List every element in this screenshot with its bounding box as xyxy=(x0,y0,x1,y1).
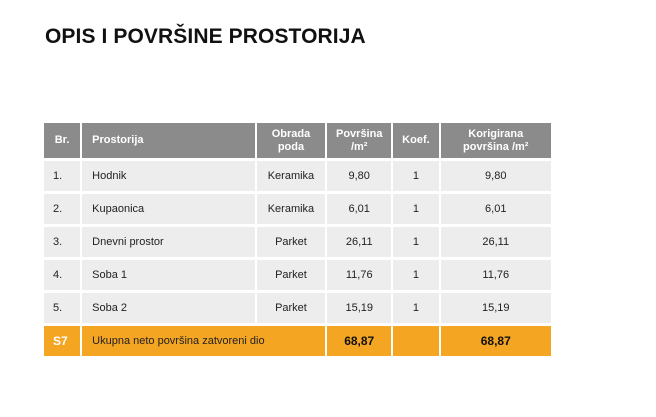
header-prostorija: Prostorija xyxy=(82,123,255,158)
cell-korigirana: 9,80 xyxy=(441,161,551,191)
cell-povrsina: 26,11 xyxy=(327,227,391,257)
cell-br: 1. xyxy=(44,161,80,191)
cell-prostorija: Dnevni prostor xyxy=(82,227,255,257)
cell-br: 2. xyxy=(44,194,80,224)
header-povrsina-line1: Površina xyxy=(335,127,383,140)
total-korigirana: 68,87 xyxy=(441,326,551,356)
cell-obrada: Parket xyxy=(257,293,325,323)
cell-obrada: Parket xyxy=(257,260,325,290)
header-obrada-poda xyxy=(257,123,325,158)
header-br: Br. xyxy=(44,123,80,158)
cell-korigirana: 26,11 xyxy=(441,227,551,257)
table-row xyxy=(44,227,551,257)
header-povrsina xyxy=(327,123,391,158)
cell-koef: 1 xyxy=(393,260,438,290)
cell-korigirana: 11,76 xyxy=(441,260,551,290)
table-total-row xyxy=(44,326,551,356)
table-row xyxy=(44,293,551,323)
cell-prostorija: Kupaonica xyxy=(82,194,255,224)
header-korigirana xyxy=(441,123,551,158)
table-header-row xyxy=(44,123,551,158)
cell-br: 4. xyxy=(44,260,80,290)
cell-prostorija: Hodnik xyxy=(82,161,255,191)
total-label: Ukupna neto površina zatvoreni dio xyxy=(82,326,325,356)
cell-povrsina: 11,76 xyxy=(327,260,391,290)
total-koef xyxy=(393,326,438,356)
cell-prostorija: Soba 1 xyxy=(82,260,255,290)
cell-korigirana: 15,19 xyxy=(441,293,551,323)
header-povrsina-line2: /m² xyxy=(350,140,368,153)
cell-korigirana: 6,01 xyxy=(441,194,551,224)
cell-br: 3. xyxy=(44,227,80,257)
table-row xyxy=(44,161,551,191)
cell-koef: 1 xyxy=(393,194,438,224)
cell-br: 5. xyxy=(44,293,80,323)
header-obrada-line1: Obrada xyxy=(271,127,311,140)
rooms-table xyxy=(42,120,553,359)
header-korigirana-line1: Korigirana xyxy=(468,127,524,140)
cell-povrsina: 6,01 xyxy=(327,194,391,224)
table-row xyxy=(44,260,551,290)
cell-koef: 1 xyxy=(393,227,438,257)
table-row xyxy=(44,194,551,224)
header-korigirana-line2: površina /m² xyxy=(463,140,529,153)
cell-povrsina: 15,19 xyxy=(327,293,391,323)
cell-obrada: Keramika xyxy=(257,194,325,224)
page-title: OPIS I POVRŠINE PROSTORIJA xyxy=(45,25,366,48)
cell-koef: 1 xyxy=(393,293,438,323)
cell-obrada: Parket xyxy=(257,227,325,257)
total-code: S7 xyxy=(44,326,80,356)
cell-koef: 1 xyxy=(393,161,438,191)
cell-povrsina: 9,80 xyxy=(327,161,391,191)
header-koef: Koef. xyxy=(393,123,438,158)
cell-obrada: Keramika xyxy=(257,161,325,191)
header-obrada-line2: poda xyxy=(277,140,305,153)
cell-prostorija: Soba 2 xyxy=(82,293,255,323)
total-povrsina: 68,87 xyxy=(327,326,391,356)
